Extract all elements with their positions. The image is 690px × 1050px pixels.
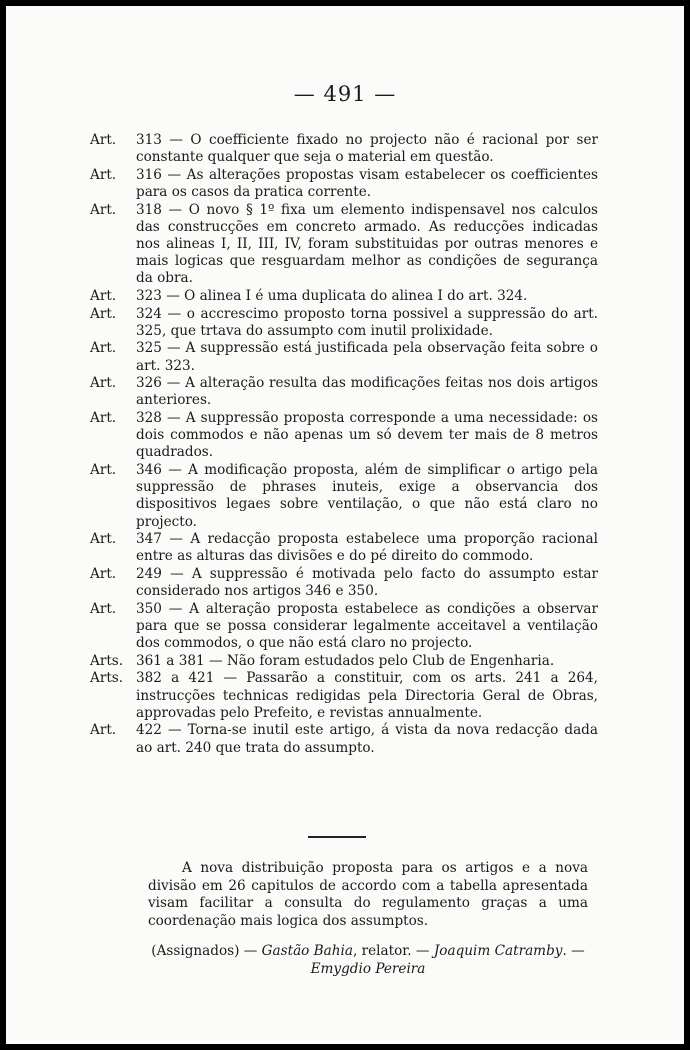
article-text: 328 — A suppressão proposta corresponde a uma necessidade: os dois commodos e não apenas um só devem ter mais de 8 metros quadrados. <box>136 409 598 461</box>
articles-list <box>90 132 598 757</box>
signatory-pereira: Emygdio Pereira <box>310 961 426 977</box>
article-text: 382 a 421 — Passarão a constituir, com os arts. 241 a 264, instrucções technicas redigidas pela Directoria Geral de Obras, approvadas pelo Prefeito, e revistas annualmente. <box>136 670 598 721</box>
article-label: Art. <box>90 531 117 548</box>
article-text: 361 a 381 — Não foram estudados pelo Club de Engenharia. <box>136 652 555 669</box>
article-entry <box>90 375 598 409</box>
article-entry <box>90 288 598 305</box>
signatory-role: , relator. — <box>353 943 430 959</box>
article-label: Art. <box>90 461 117 478</box>
article-label: Arts. <box>90 670 124 687</box>
article-entry <box>90 670 598 722</box>
article-text: 346 — A modificação proposta, além de simplificar o artigo pela suppressão de phrases inuteis, exige a observancia dos dispositivos legaes sobre ventilação, o que não está claro no projecto. <box>136 461 598 530</box>
article-label: Art. <box>90 600 117 617</box>
article-text: 326 — A alteração resulta das modificações feitas nos dois artigos anteriores. <box>136 375 598 409</box>
article-text: 323 — O alinea I é uma duplicata do alinea I do art. 324. <box>136 288 528 304</box>
article-text: 316 — As alterações propostas visam estabelecer os coefficientes para os casos da pratica corrente. <box>136 166 598 200</box>
signature-prefix: (Assignados) — <box>151 943 258 959</box>
article-text: 249 — A suppressão é motivada pelo facto do assumpto estar considerado nos artigos 346 e 350. <box>136 565 598 600</box>
article-label: Art. <box>90 409 117 426</box>
article-entry <box>90 340 598 374</box>
signature-block <box>148 942 588 978</box>
article-entry <box>90 410 598 462</box>
section-divider <box>308 836 366 838</box>
article-text: 313 — O coefficiente fixado no projecto não é racional por ser constante qualquer que seja o material em questão. <box>136 132 598 166</box>
article-label: Art. <box>90 565 117 582</box>
article-label: Art. <box>90 201 117 218</box>
article-label: Art. <box>90 288 117 304</box>
article-text: 325 — A suppressão está justificada pela observação feita sobre o art. 323. <box>136 340 598 374</box>
article-entry <box>90 566 598 600</box>
signatory-catramby: Joaquim Catramby <box>433 943 563 959</box>
page-number: — 491 — <box>293 82 397 106</box>
article-text: 350 — A alteração proposta estabelece as condições a observar para que se possa considerar legalmente acceitavel a ventilação dos commodos, o que não está claro no projecto. <box>136 600 598 652</box>
article-entry <box>90 132 598 166</box>
article-label: Art. <box>90 340 117 357</box>
article-entry <box>90 202 598 288</box>
article-entry <box>90 531 598 565</box>
article-label: Art. <box>90 132 117 148</box>
article-entry <box>90 306 598 340</box>
article-entry <box>90 722 598 756</box>
article-entry <box>90 653 598 670</box>
article-text: 318 — O novo § 1º fixa um elemento indispensavel nos calculos das construcções em concreto armado. As reducções indicadas nos alineas I, II, III, IV, foram substituidas por outras menores e mais logicas que resguardam melhor as condições de segurança da obra. <box>136 201 598 287</box>
article-entry <box>90 462 598 531</box>
article-entry <box>90 601 598 653</box>
signature-separator: . — <box>562 943 585 959</box>
closing-paragraph: A nova distribuição proposta para os artigos e a nova divisão em 26 capitulos de accordo com a tabella apresentada visam facilitar a consulta do regulamento graças a uma coordenação mais logica dos assumptos. <box>148 860 588 929</box>
article-label: Arts. <box>90 652 124 669</box>
article-text: 347 — A redacção proposta estabelece uma proporção racional entre as alturas das divisões e do pé direito do commodo. <box>136 531 598 565</box>
article-label: Art. <box>90 722 117 739</box>
article-label: Art. <box>90 375 117 392</box>
article-text: 324 — o accrescimo proposto torna possivel a suppressão do art. 325, que trtava do assumpto com inutil prolixidade. <box>136 305 598 339</box>
article-entry <box>90 167 598 201</box>
article-label: Art. <box>90 305 117 322</box>
document-page <box>6 6 684 1044</box>
article-text: 422 — Torna-se inutil este artigo, á vista da nova redacção dada ao art. 240 que trata do assumpto. <box>136 722 598 756</box>
signatory-bahia: Gastão Bahia <box>261 943 353 959</box>
article-label: Art. <box>90 166 117 183</box>
